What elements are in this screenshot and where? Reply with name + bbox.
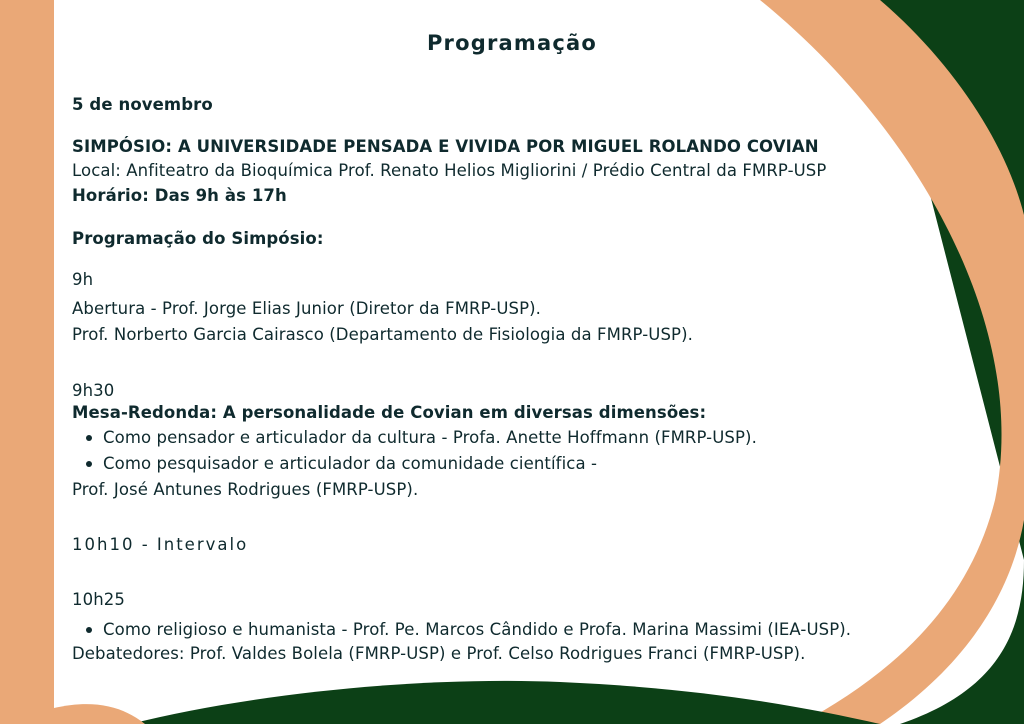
- slot1-opening: Abertura - Prof. Jorge Elias Junior (Diretor da FMRP-USP).: [72, 299, 542, 318]
- slot2-time: 9h30: [72, 381, 115, 400]
- program-heading: Programação do Simpósio:: [72, 229, 324, 248]
- slot1-speaker: Prof. Norberto Garcia Cairasco (Departamento de Fisiologia da FMRP-USP).: [72, 325, 693, 344]
- bullet-icon: [86, 461, 92, 467]
- event-date: 5 de novembro: [72, 95, 213, 114]
- slot3-debaters: Debatedores: Prof. Valdes Bolela (FMRP-USP) e Prof. Celso Rodrigues Franci (FMRP-USP).: [72, 644, 806, 663]
- event-schedule: Horário: Das 9h às 17h: [72, 186, 287, 205]
- slot2-bullet-2-continuation: Prof. José Antunes Rodrigues (FMRP-USP).: [72, 480, 419, 499]
- slot2-heading: Mesa-Redonda: A personalidade de Covian em diversas dimensões:: [72, 403, 707, 422]
- slot1-time: 9h: [72, 270, 94, 289]
- page-title: Programação: [426, 31, 598, 55]
- bullet-icon: [86, 627, 92, 633]
- bullet-icon: [86, 435, 92, 441]
- slot3-time: 10h25: [72, 590, 125, 609]
- slot3-bullet-1: Como religioso e humanista - Prof. Pe. Marcos Cândido e Profa. Marina Massimi (IEA-USP).: [103, 620, 852, 639]
- slot2-bullet-1: Como pensador e articulador da cultura - Profa. Anette Hoffmann (FMRP-USP).: [103, 428, 757, 447]
- event-location: Local: Anfiteatro da Bioquímica Prof. Renato Helios Migliorini / Prédio Central da FMRP-USP: [72, 161, 827, 180]
- event-name: SIMPÓSIO: A UNIVERSIDADE PENSADA E VIVIDA POR MIGUEL ROLANDO COVIAN: [72, 137, 819, 156]
- slot2-bullet-2: Como pesquisador e articulador da comunidade científica -: [103, 454, 598, 473]
- break-time: 10h10 - Intervalo: [72, 535, 249, 554]
